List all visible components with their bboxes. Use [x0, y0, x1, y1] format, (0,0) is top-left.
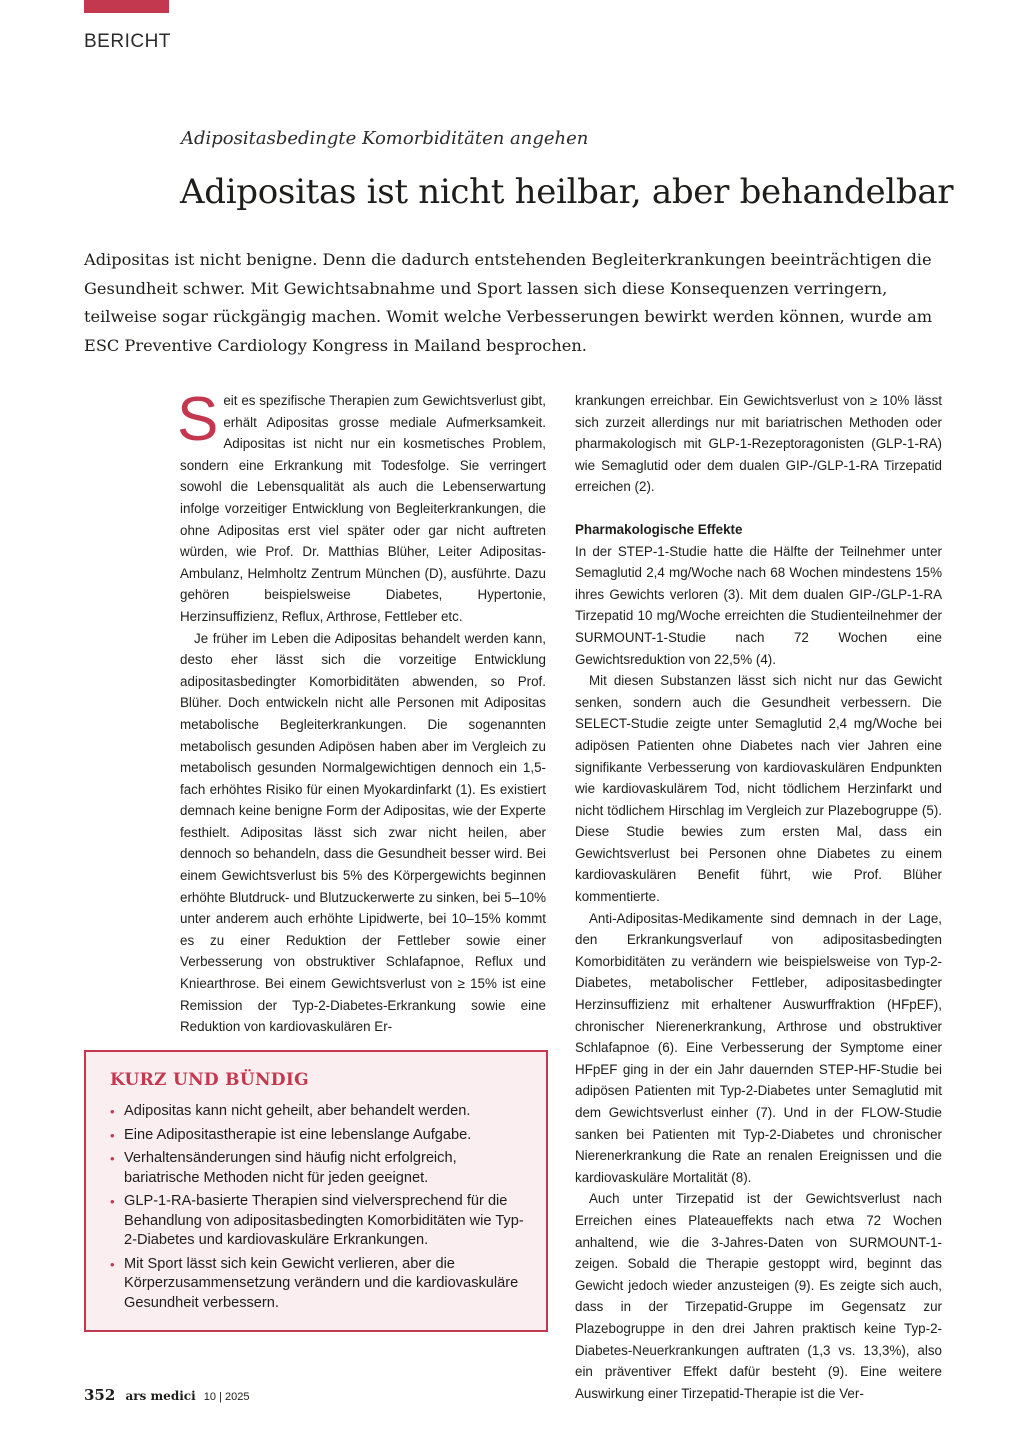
body-column-left: [177, 385, 546, 1038]
body-paragraph: Anti-Adipositas-Medikamente sind demnach in der Lage, den Erkrankungsverlauf von adipositasbedingten Komorbiditäten zu verändern wie beispielsweise von Typ-2-Diabetes, metabolischer Fettleber, adipositasbedingter Herzinsuffizienz mit erhaltener Auswurffraktion (HFpEF), chronischer Nierenerkrankung, Arthrose und obstruktiver Schlafapnoe (6). Eine Verbesserung der Symptome einer HFpEF ging in der ein Jahr dauernden STEP-HF-Studie bei adipösen Patienten mit Typ-2-Diabetes unter Semaglutid mit dem Gewichtsverlust einher (7). Und in der FLOW-Studie sanken bei Patienten mit Typ-2-Diabetes und chronischer Nierenerkrankung die Rate an renalen Ereignissen und die kardiovaskuläre Mortalität (8).: [575, 910, 942, 1185]
body-paragraph: krankungen erreichbar. Ein Gewichtsverlust von ≥ 10% lässt sich zurzeit allerdings nur mit bariatrischen Methoden oder pharmakologisch mit GLP-1-Rezeptoragonisten (GLP-1-RA) wie Semaglutid oder dem dualen GIP-/GLP-1-RA Tirzepatid erreichen (2).: [575, 393, 942, 495]
body-column-right: [575, 390, 942, 1404]
bullet-icon: •: [110, 1127, 115, 1143]
article-kicker: Adipositasbedingte Komorbiditäten angehen: [181, 128, 589, 149]
summary-item-text: Adipositas kann nicht geheilt, aber behandelt werden.: [124, 1103, 471, 1119]
summary-item: [108, 1192, 528, 1251]
article-title: Adipositas ist nicht heilbar, aber behandelbar: [180, 172, 954, 212]
body-paragraph: [177, 385, 546, 628]
page-footer: [84, 1386, 249, 1404]
summary-box: [84, 1050, 548, 1332]
summary-item: [108, 1126, 528, 1146]
paragraph-text: eit es spezifische Therapien zum Gewichtsverlust gibt, erhält Adipositas grosse mediale Aufmerksamkeit. Adipositas ist nicht nur ein kosmetisches Problem, sondern eine Erkrankung mit Todesfolge. Sie verringert sowohl die Lebensqualität als auch die Lebenserwartung infolge vorzeitiger Entwicklung von Begleiterkrankungen, die ohne Adipositas erst viel später oder gar nicht auftreten würden, wie Prof. Dr. Matthias Blüher, Leiter Adipositas-Ambulanz, Helmholtz Zentrum München (D), ausführte. Dazu gehören beispielsweise Diabetes, Hypertonie, Herzinsuffizienz, Reflux, Arthrose, Fettleber etc.: [180, 393, 546, 624]
bullet-icon: •: [110, 1256, 115, 1272]
body-paragraph: In der STEP-1-Studie hatte die Hälfte der Teilnehmer unter Semaglutid 2,4 mg/Woche nach 68 Wochen mindestens 15% ihres Gewichts verloren (3). Mit dem dualen GIP-/GLP-1-RA Tirzepatid 10 mg/Woche erreichten die Studienteilnehmer der SURMOUNT-1-Studie nach 72 Wochen eine Gewichtsreduktion von 22,5% (4).: [575, 543, 942, 667]
bullet-icon: •: [110, 1194, 115, 1209]
summary-item: [108, 1102, 528, 1122]
body-paragraph: Auch unter Tirzepatid ist der Gewichtsverlust nach Erreichen eines Plateaueffekts nach etwa 72 Wochen anhaltend, wie die 3-Jahres-Daten von SURMOUNT-1-zeigen. Sobald die Therapie gestoppt wird, beginnt das Gewicht jedoch wieder anzusteigen (9). Es zeigte sich auch, dass in der Tirzepatid-Gruppe im Gegensatz zur Plazebogruppe in den drei Jahren praktisch keine Typ-2-Diabetes-Neuerkrankungen auftraten (1,3 vs. 13,3%), also ein präventiver Effekt dafür besteht (9). Eine weitere Auswirkung einer Tirzepatid-Therapie ist die Ver-: [575, 1191, 942, 1401]
summary-item: [108, 1255, 528, 1314]
page-number: 352: [84, 1386, 116, 1404]
summary-item-text: GLP-1-RA-basierte Therapien sind vielversprechend für die Behandlung von adipositasbedingten Komorbiditäten wie Typ-2-Diabetes und kardiovaskuläre Erkrankungen.: [124, 1193, 524, 1248]
body-paragraph: Je früher im Leben die Adipositas behandelt werden kann, desto eher lässt sich die vorzeitige Entwicklung adipositasbedingter Komorbiditäten abwenden, so Prof. Blüher. Doch entwickeln nicht alle Personen mit Adipositas metabolische Begleiterkrankungen. Die sogenannten metabolisch gesunden Adipösen haben aber im Vergleich zu metabolisch gesunden Normalgewichtigen dennoch ein 1,5-fach erhöhtes Risiko für einen Myokardinfarkt (1). Es existiert demnach keine benigne Form der Adipositas, wie der Experte festhielt. Adipositas lässt sich zwar nicht heilen, aber dennoch so behandeln, dass die Gesundheit besser wird. Bei einem Gewichtsverlust bis 5% des Körpergewichts beginnen erhöhte Blutdruck- und Blutzuckerwerte zu sinken, bei 5–10% unter anderem auch erhöhte Lipidwerte, bei 10–15% kommt es zu einer Reduktion der Fettleber sowie einer Verbesserung von obstruktiver Schlafapnoe, Reflux und Kniearthrose. Bei einem Gewichtsverlust von ≥ 15% ist eine Remission der Typ-2-Diabetes-Erkrankung sowie eine Reduktion von kardiovaskulären Er-: [180, 630, 546, 1035]
summary-item-text: Verhaltensänderungen sind häufig nicht erfolgreich, bariatrische Methoden nicht für jeden geeignet.: [124, 1150, 457, 1186]
summary-box-title: KURZ UND BÜNDIG: [110, 1070, 309, 1090]
header-accent-bar: [84, 0, 169, 13]
lead-paragraph: Adipositas ist nicht benigne. Denn die dadurch entstehenden Begleiterkrankungen beeinträchtigen die Gesundheit schwer. Mit Gewichtsabnahme und Sport lassen sich diese Konsequenzen verringern, teilweise sogar rückgängig machen. Womit welche Verbesserungen bewirkt werden können, wurde am ESC Preventive Cardiology Kongress in Mailand besprochen.: [84, 250, 933, 355]
subheading: Pharmakologische Effekte: [575, 521, 743, 537]
bullet-icon: •: [110, 1104, 115, 1119]
magazine-name: ars medici: [125, 1389, 196, 1403]
summary-item-text: Eine Adipositastherapie ist eine lebenslange Aufgabe.: [124, 1126, 472, 1143]
summary-list: [108, 1102, 528, 1317]
summary-item: [108, 1149, 528, 1188]
article-lead: [84, 246, 944, 360]
section-label: BERICHT: [84, 31, 171, 52]
issue-number: 10 | 2025: [203, 1391, 250, 1403]
body-paragraph: Mit diesen Substanzen lässt sich nicht nur das Gewicht senken, sondern auch die Gesundheit verbessern. Die SELECT-Studie zeigte unter Semaglutid 2,4 mg/Woche bei adipösen Patienten ohne Diabetes nach vier Jahren eine signifikante Verbesserung von kardiovaskulären Endpunkten wie kardiovaskulärem Tod, nicht tödlichem Herzinfarkt und nicht tödlichem Hirschlag im Vergleich zur Plazebogruppe (5). Diese Studie bewies zum ersten Mal, dass ein Gewichtsverlust bei Personen ohne Diabetes zu einem kardiovaskulären Benefit führt, wie Prof. Blüher kommentierte.: [575, 673, 942, 905]
summary-item-text: Mit Sport lässt sich kein Gewicht verlieren, aber die Körperzusammensetzung verändern und die kardiovaskuläre Gesundheit verbessern.: [124, 1255, 519, 1311]
bullet-icon: •: [110, 1151, 115, 1166]
drop-cap: S: [177, 385, 219, 454]
